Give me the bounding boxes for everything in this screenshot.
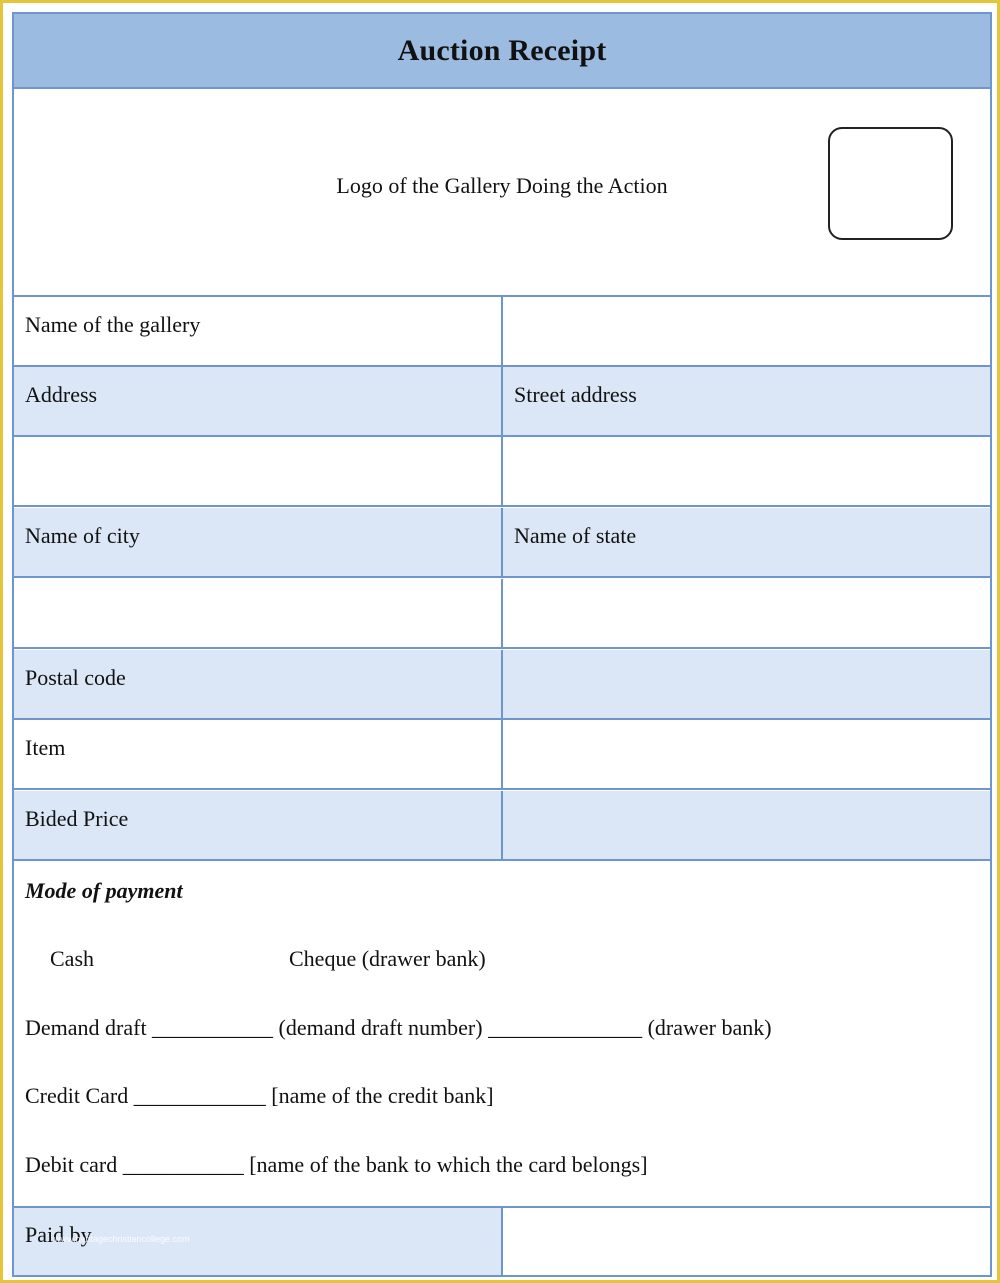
payment-section: [14, 862, 990, 1208]
label-bided-price: Bided Price: [14, 791, 503, 859]
payment-option-cash: Cash: [50, 946, 94, 971]
label-state: Name of state: [514, 523, 637, 548]
payment-option-credit-card: Credit Card ____________ [name of the credit bank]: [25, 1083, 494, 1108]
table-row-city-state-values: [14, 579, 990, 649]
label-paid-by: [14, 1208, 503, 1275]
table-row-address-values: [14, 437, 990, 507]
label-gallery-name: Name of the gallery: [14, 297, 503, 365]
label-postal-code: Postal code: [14, 650, 503, 718]
field-gallery-name[interactable]: [503, 297, 990, 365]
label-street-address: Street address: [514, 382, 637, 407]
logo-section: [14, 89, 990, 297]
label-item: Item: [14, 720, 503, 788]
table-row-postal-code: [14, 650, 990, 720]
watermark-text: www.heritagechristiancollege.com: [54, 1234, 190, 1244]
payment-option-debit-card: Debit card ___________ [name of the bank to which the card belongs]: [25, 1152, 648, 1177]
paid-by-text: Paid by: [25, 1222, 92, 1247]
form-title: Auction Receipt: [14, 14, 990, 89]
receipt-form: [12, 12, 992, 1277]
table-row-bided-price: [14, 791, 990, 861]
field-street-address[interactable]: [503, 437, 990, 505]
field-postal-code[interactable]: [503, 650, 990, 718]
payment-option-cheque: Cheque (drawer bank): [289, 946, 486, 971]
field-bided-price[interactable]: [503, 791, 990, 859]
table-row-paid-by: [14, 1208, 990, 1275]
field-state[interactable]: [503, 579, 990, 647]
logo-caption: Logo of the Gallery Doing the Action: [336, 173, 668, 198]
table-row-address: [14, 367, 990, 437]
field-item[interactable]: [503, 720, 990, 788]
label-address: Address: [14, 367, 503, 435]
field-city[interactable]: [14, 579, 503, 647]
table-row-gallery-name: [14, 297, 990, 367]
payment-heading: Mode of payment: [25, 878, 183, 903]
table-row-item: [14, 720, 990, 790]
table-row-city-state: [14, 508, 990, 578]
field-address[interactable]: [14, 437, 503, 505]
label-city: Name of city: [14, 508, 503, 576]
logo-placeholder-box: [828, 127, 953, 240]
payment-option-demand-draft: Demand draft ___________ (demand draft number) ______________ (drawer bank): [25, 1015, 772, 1040]
